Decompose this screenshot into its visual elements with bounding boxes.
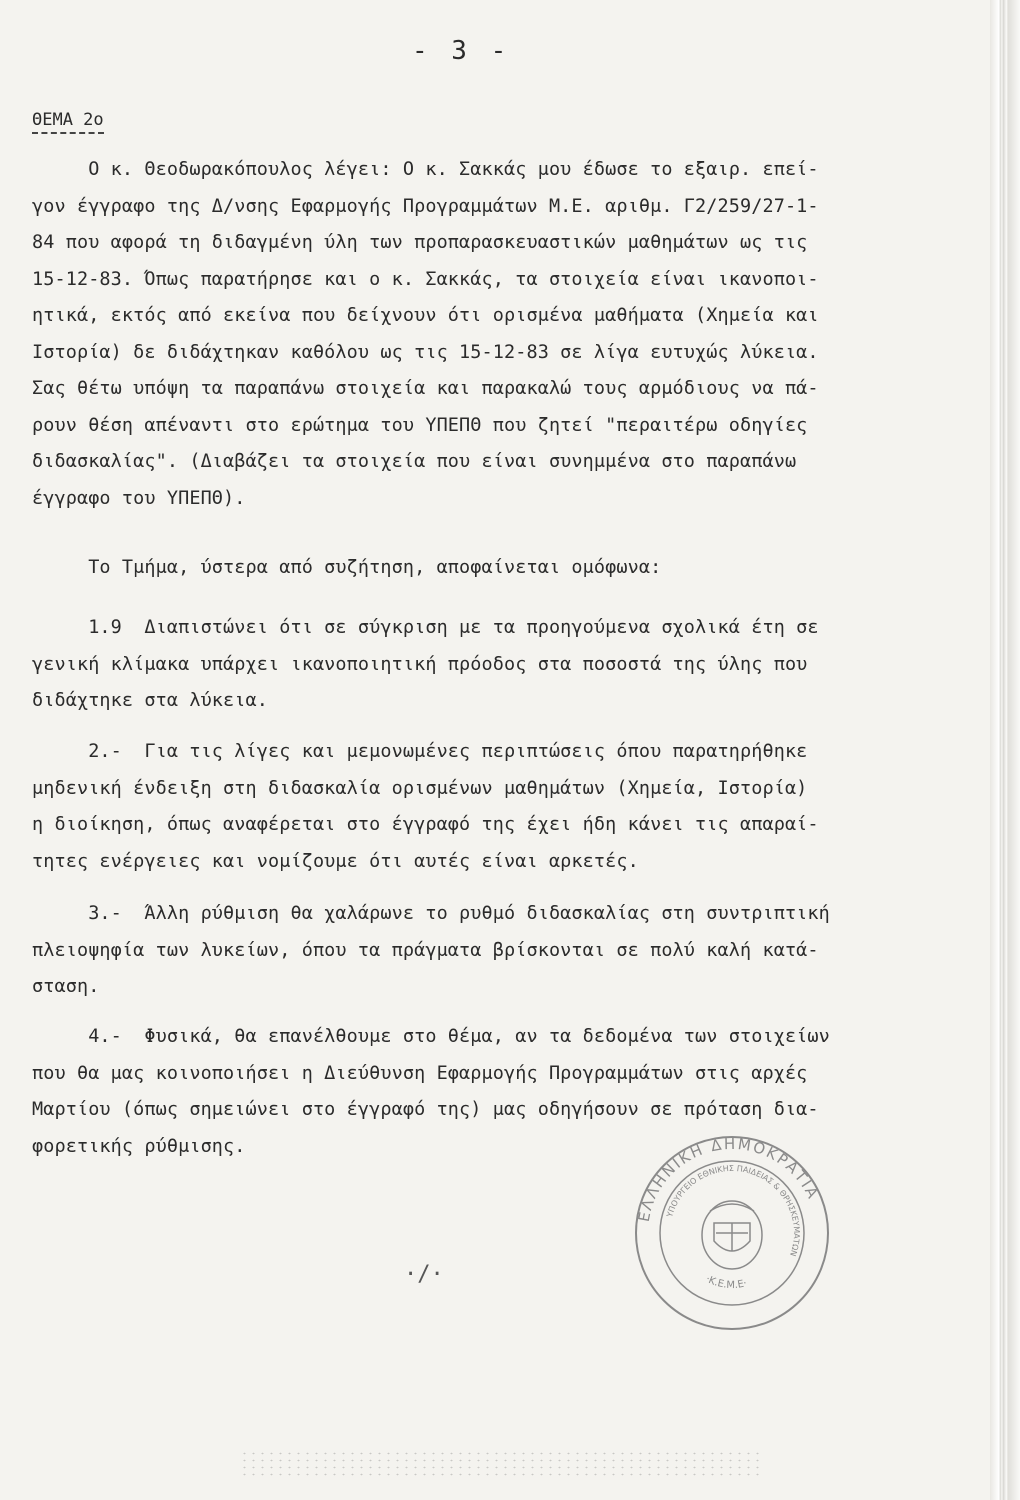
seal-outer-text: ΕΛΛΗΝΙΚΗ ΔΗΜΟΚΡΑΤΙΑ [634,1134,823,1224]
continuation-mark: ·/· [404,1262,444,1287]
section-heading [32,110,104,130]
paragraph-point-1: 1.9 Διαπιστώνει ότι σε σύγκριση με τα προηγούμενα σχολικά έτη σε γενική κλίμακα υπάρχει ικανοποιητική πρόοδος στα ποσοστά της ύλης που διδάχτηκε στα λύκεια. [32,617,819,711]
heading-text: ΘΕΜΑ 2ο [32,110,104,130]
paragraph-intro: Ο κ. Θεοδωρακόπουλος λέγει: Ο κ. Σακκάς μου έδωσε το εξαιρ. επεί- γον έγγραφο της Δ/νσης Εφαρμογής Προγραμμάτων Μ.Ε. αριθμ. Γ2/259/27-1- 84 που αφορά τη διδαγμένη ύλη των προπαρασκευαστικών μαθημάτων ως τις 15-12-83. Όπως παρατήρησε και ο κ. Σακκάς, τα στοιχεία είναι ικανοποι- ητικά, εκτός από εκείνα που δείχνουν ότι ορισμένα μαθήματα (Χημεία και Ιστορία) δε διδάχτηκαν καθόλου ως τις 15-12-83 σε λίγα ευτυχώς λύκεια. Σας θέτω υπόψη τα παραπάνω στοιχεία και παρακαλώ τους αρμόδιους να πά- ρουν θέση απέναντι στο ερώτημα του ΥΠΕΠΘ που ζητεί "περαιτέρω οδηγίες διδασκαλίας". (Διαβάζει τα στοιχεία που είναι συνημμένα στο παραπάνω έγγραφο του ΥΠΕΠΘ). [32,159,819,509]
paragraph-decision: Το Τμήμα, ύστερα από συζήτηση, αποφαίνεται ομόφωνα: [32,557,662,578]
seal-inner-text: ΥΠΟΥΡΓΕΙΟ ΕΘΝΙΚΗΣ ΠΑΙΔΕΙΑΣ & ΘΡΗΣΚΕΥΜΑΤΩΝ [665,1163,802,1258]
page-number: - 3 - [412,36,511,66]
paragraph-point-3: 3.- Άλλη ρύθμιση θα χαλάρωνε το ρυθμό διδασκαλίας στη συντριπτική πλειοψηφία των λυκείων, όπου τα πράγματα βρίσκονται σε πολύ καλή κατά- σταση. [32,903,830,997]
page-edge [990,0,1020,1500]
seal-bottom-text: ·Κ.Ε.Μ.Ε· [703,1273,749,1292]
scan-noise [240,1450,760,1480]
paragraph-point-4: 4.- Φυσικά, θα επανέλθουμε στο θέμα, αν τα δεδομένα των στοιχείων που θα μας κοινοποιήσει η Διεύθυνση Εφαρμογής Προγραμμάτων στις αρχές Μαρτίου (όπως σημειώνει στο έγγραφό της) μας οδηγήσουν σε πρόταση δια- φορετικής ρύθμισης. [32,1026,830,1157]
coat-of-arms-icon [702,1201,762,1269]
official-seal-stamp [632,1133,832,1333]
paragraph-point-2: 2.- Για τις λίγες και μεμονωμένες περιπτώσεις όπου παρατηρήθηκε μηδενική ένδειξη στη διδασκαλία ορισμένων μαθημάτων (Χημεία, Ιστορία) η διοίκηση, όπως αναφέρεται στο έγγραφό της έχει ήδη κάνει τις απαραί- τητες ενέργειες και νομίζουμε ότι αυτές είναι αρκετές. [32,741,819,872]
heading-underline [32,132,104,134]
